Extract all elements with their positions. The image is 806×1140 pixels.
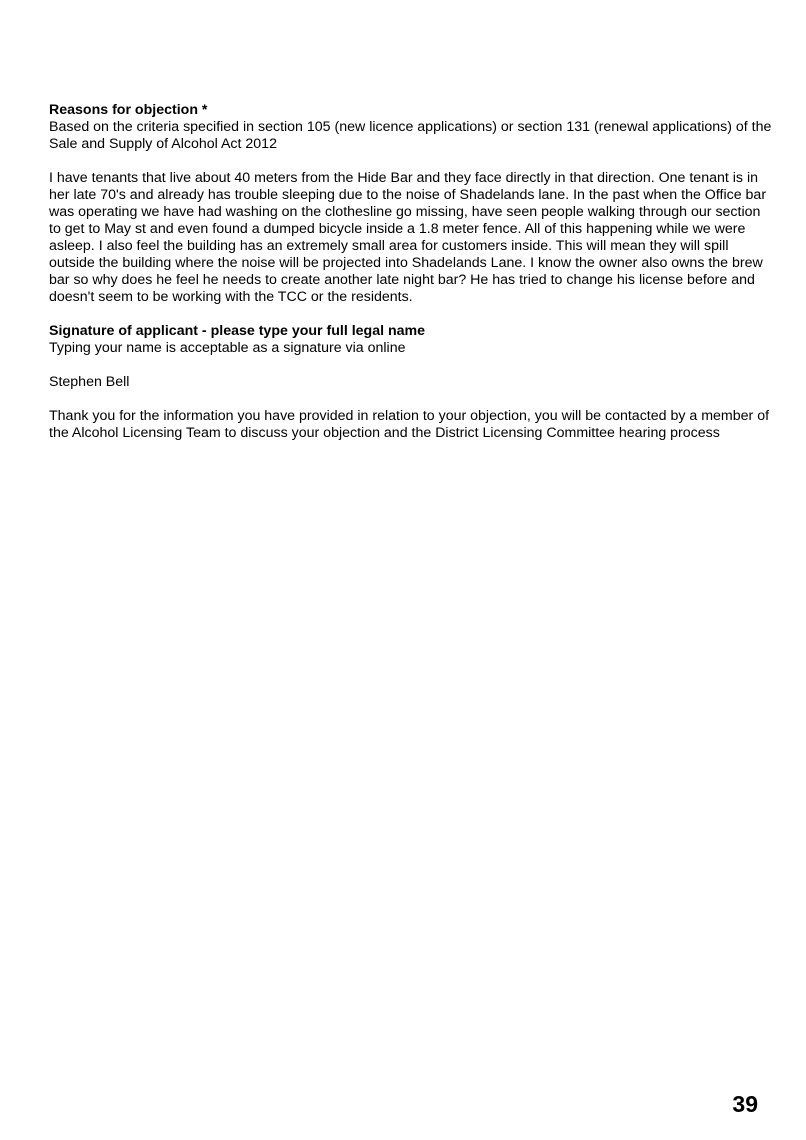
applicant-name: Stephen Bell <box>49 374 130 390</box>
page-number: 39 <box>732 1091 758 1117</box>
objection-heading: Reasons for objection * <box>49 102 208 118</box>
signature-note: Typing your name is acceptable as a signature via online <box>49 340 406 356</box>
signature-heading: Signature of applicant - please type your full legal name <box>49 323 426 339</box>
closing-text: Thank you for the information you have provided in relation to your objection, you will be contacted by a member of the Alcohol Licensing Team to discuss your objection and the District Licensing Committee hearing process <box>49 408 770 441</box>
objection-criteria: Based on the criteria specified in section 105 (new licence applications) or section 131 (renewal applications) of the Sale and Supply of Alcohol Act 2012 <box>49 119 772 152</box>
objection-reason-text: I have tenants that live about 40 meters from the Hide Bar and they face directly in that direction. One tenant is in her late 70's and already has trouble sleeping due to the noise of Shadelands lane. In the past when the Office bar was operating we have had washing on the clothesline go missing, have seen people walking through our section to get to May st and even found a dumped bicycle inside a 1.8 meter fence. All of this happening while we were asleep. I also feel the building has an extremely small area for customers inside. This will mean they will spill outside the building where the noise will be projected into Shadelands Lane. I know the owner also owns the brew bar so why does he feel he needs to create another late night bar? He has tried to change his license before and doesn't seem to be working with the TCC or the residents. <box>49 170 767 305</box>
document-body <box>49 102 774 442</box>
